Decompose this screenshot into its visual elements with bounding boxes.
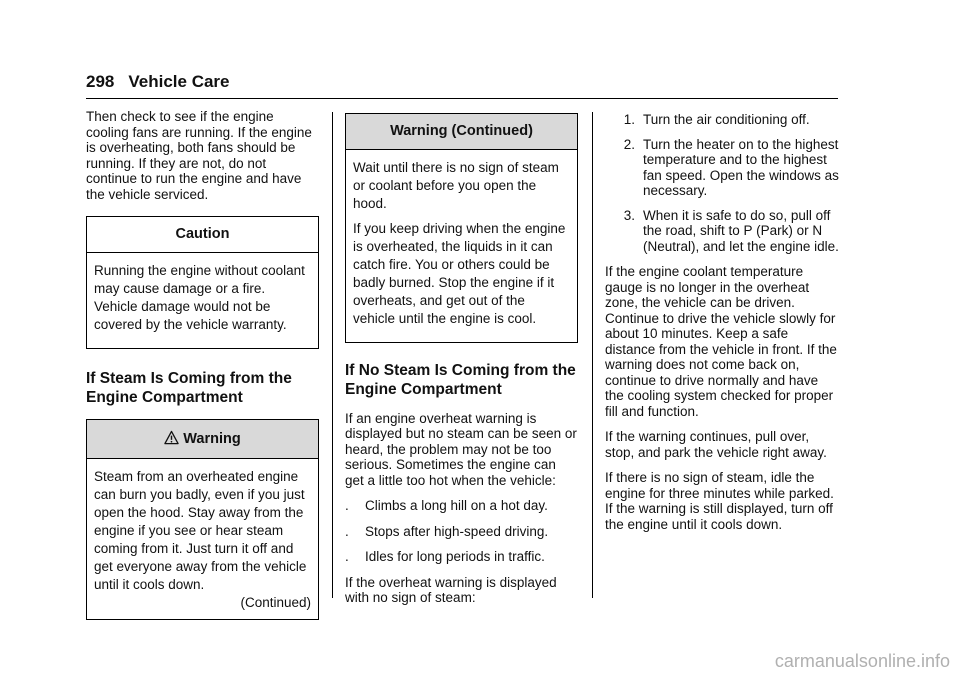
step-item: 1. Turn the air conditioning off. xyxy=(623,112,810,127)
list-item: . Stops after high-speed driving. xyxy=(345,523,549,539)
warning-continued-box xyxy=(345,113,578,343)
intro-paragraph-2: If an engine overheat warning is displayed but no steam can be seen or heard, the problem may not be too serious. Sometimes the engine can get a little too hot when the vehicle: xyxy=(345,410,577,488)
column-3 xyxy=(605,112,840,542)
intro-paragraph: Then check to see if the engine cooling fans are running. If the engine is overheating, both fans should be running. If they are not, do not continue to run the engine and have the vehicle serviced. xyxy=(86,109,312,202)
header-rule xyxy=(86,98,838,99)
watermark: carmanualsonline.info xyxy=(774,651,950,671)
warning-icon xyxy=(164,430,179,450)
paragraph-no-steam: If there is no sign of steam, idle the engine for three minutes while parked. If the warning is still displayed, turn off the engine until it cools down. xyxy=(605,470,834,532)
warning-header xyxy=(87,420,318,460)
column-divider-1 xyxy=(332,112,333,598)
column-2 xyxy=(345,113,578,616)
page-number: 298 xyxy=(86,72,115,91)
caution-text: Running the engine without coolant may cause damage or a fire. Vehicle damage would not be covered by the vehicle warranty. xyxy=(94,262,305,332)
warning-text: Steam from an overheated engine can burn you badly, even if you just open the hood. Stay away from the engine if you see or hear steam coming from it. Just turn it off and get everyone away from the vehicle until it cools down. xyxy=(94,469,307,592)
column-divider-2 xyxy=(592,112,593,598)
continued-label: (Continued) xyxy=(240,595,311,610)
steps-list xyxy=(605,112,840,254)
page-header xyxy=(86,72,230,92)
warning-continued-title: Warning (Continued) xyxy=(346,114,577,150)
bullet-mark: . xyxy=(345,523,349,539)
warning-continued-para-2: If you keep driving when the engine is overheated, the liquids in it can catch fire. You or others could be badly burned. Stop the engine if it overheats, and get out of the vehicle until the engine is cool. xyxy=(353,220,566,326)
paragraph-warning-continues: If the warning continues, pull over, stop, and park the vehicle right away. xyxy=(605,429,827,460)
warning-box xyxy=(86,419,319,621)
paragraph-gauge: If the engine coolant temperature gauge is no longer in the overheat zone, the vehicle can be driven. Continue to drive the vehicle slowly for about 10 minutes. Keep a safe distance from the vehicle in front. If the warning does not come back on, continue to drive normally and have the cooling system checked for proper fill and function. xyxy=(605,264,837,419)
bullet-mark: . xyxy=(345,498,349,513)
caution-title: Caution xyxy=(87,217,318,253)
section-heading: If Steam Is Coming from the Engine Compartment xyxy=(86,369,292,406)
warning-title: Warning xyxy=(183,430,241,447)
section-title: Vehicle Care xyxy=(128,72,230,91)
bullet-mark: . xyxy=(345,549,349,564)
warning-continued-para-1: Wait until there is no sign of steam or coolant before you open the hood. xyxy=(353,159,559,211)
condition-list xyxy=(345,498,578,565)
step-item: 3. When it is safe to do so, pull off the road, shift to P (Park) or N (Neutral), and let the engine idle. xyxy=(623,207,839,254)
list-item: . Climbs a long hill on a hot day. xyxy=(345,498,548,513)
step-item: 2. Turn the heater on to the highest temperature and to the highest fan speed. Open the windows as necessary. xyxy=(623,136,839,198)
outro-paragraph: If the overheat warning is displayed with no sign of steam: xyxy=(345,574,557,605)
list-item: . Idles for long periods in traffic. xyxy=(345,549,545,564)
section-heading-2: If No Steam Is Coming from the Engine Compartment xyxy=(345,361,576,398)
caution-box xyxy=(86,216,319,349)
column-1 xyxy=(86,109,319,630)
